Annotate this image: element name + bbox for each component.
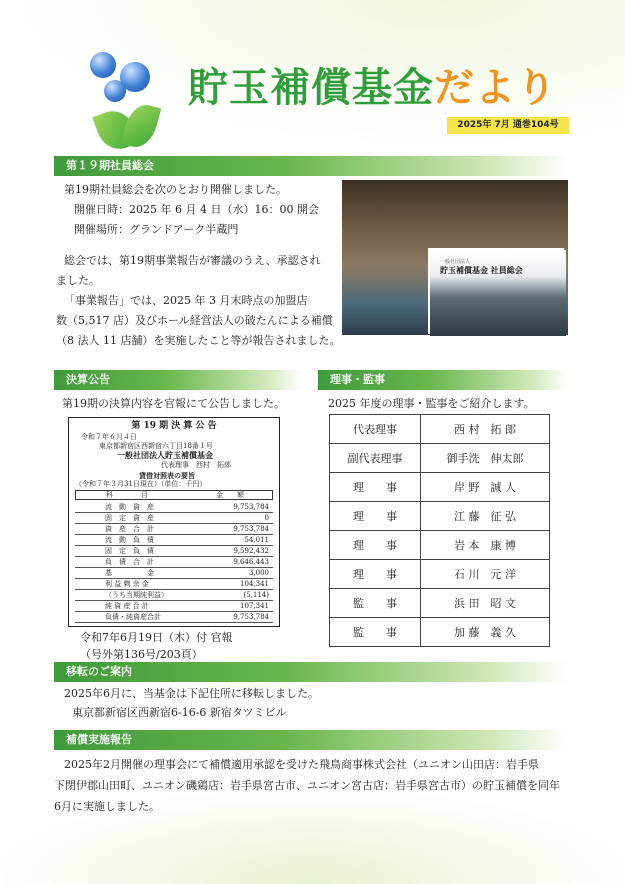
officer-name: 江 藤 征 弘 <box>421 502 550 531</box>
officer-title: 理 事 <box>330 502 421 531</box>
section-heading-relocation: 移転のご案内 <box>54 662 568 682</box>
officer-row <box>330 415 550 444</box>
officer-title: 副代表理事 <box>330 444 421 473</box>
gazette-row-amount: 9,753,784 <box>233 525 269 533</box>
officer-row <box>330 473 550 502</box>
meeting-line: 数（5,517 店）及びホール経営法人の破たんによる補償 <box>56 314 333 327</box>
gazette-row-amount: 9,646,443 <box>233 558 269 566</box>
gazette-row-item: 利 益 剰 余 金 <box>105 580 149 588</box>
gazette-caption: （号外第136号/203頁） <box>80 648 203 661</box>
officer-row <box>330 444 550 473</box>
officer-name: 石 川 元 洋 <box>421 560 550 589</box>
officer-title: 理 事 <box>330 473 421 502</box>
gazette-row <box>75 524 273 535</box>
gazette-row-amount: 54,011 <box>244 536 269 544</box>
newsletter-title: 貯玉補償基金だより <box>188 65 557 111</box>
gazette-row-item: 流 動 負 債 <box>105 536 154 544</box>
gazette-row-item: 負 債 合 計 <box>105 558 154 566</box>
gazette-row <box>75 535 273 546</box>
gazette-row <box>75 612 273 623</box>
meeting-line: 開催場所：グランドアーク半蔵門 <box>74 223 239 236</box>
officer-name: 浜 田 昭 文 <box>421 589 550 618</box>
section-heading-compensation: 補償実施報告 <box>54 730 568 750</box>
officer-title: 理 事 <box>330 560 421 589</box>
officer-title: 代表理事 <box>330 415 421 444</box>
gazette-col-item: 科 目 <box>106 491 148 499</box>
officer-row <box>330 560 550 589</box>
officer-title: 監 事 <box>330 618 421 647</box>
gazette-row-item: 負債・純資産合計 <box>105 613 161 621</box>
gazette-rep: 代表理事 西村 拓郎 <box>161 461 231 469</box>
officer-row <box>330 502 550 531</box>
compensation-line: 下閉伊郡山田町、ユニオン磯鶏店：岩手県宮古市、ユニオン宮古店：岩手県宮古市）の貯玉補償を同年 <box>54 779 560 792</box>
gazette-row-amount: 9,592,432 <box>233 547 269 555</box>
gazette-row <box>75 513 273 524</box>
officer-name: 加 藤 義 久 <box>421 618 550 647</box>
gazette-col-amount: 金 額 <box>216 491 244 499</box>
gazette-address: 東京都新宿区西新宿六丁目18番１号 <box>99 442 213 450</box>
gazette-notice <box>68 417 280 627</box>
meeting-line: 総会では、第19期事業報告が審議のうえ、承認され <box>64 254 321 267</box>
gazette-row-item: 流 動 資 産 <box>105 503 154 511</box>
gazette-row <box>75 601 273 612</box>
gazette-row <box>75 568 273 579</box>
meeting-line: 開催日時：2025 年 6 月 4 日（水）16：00 開会 <box>74 203 319 216</box>
gazette-row-item: 基 金 <box>105 569 154 577</box>
gazette-row-amount: 0 <box>264 514 269 522</box>
officer-row <box>330 618 550 647</box>
gazette-date: 令和７年６月４日 <box>81 433 137 441</box>
gazette-row-amount: 9,753,784 <box>233 613 269 621</box>
gazette-row-item: （うち当期純利益） <box>105 591 168 599</box>
compensation-line: 6月に実施しました。 <box>54 800 160 813</box>
gazette-row-item: 純 資 産 合 計 <box>105 602 149 610</box>
officer-title: 監 事 <box>330 589 421 618</box>
gazette-row-amount: 9,753,784 <box>233 503 269 511</box>
gazette-row <box>75 590 273 601</box>
gazette-org: 一般社団法人貯玉補償基金 <box>117 450 213 460</box>
gazette-row-amount: (5,114) <box>243 591 269 599</box>
relocation-address: 東京都新宿区西新宿6-16-6 新宿タツミビル <box>72 706 287 719</box>
issue-badge: 2025年 7月 通巻104号 <box>447 117 569 134</box>
meeting-line: （8 法人 11 店舗）を実施したこと等が報告されました。 <box>56 334 341 347</box>
relocation-line: 2025年6月に、当基金は下記住所に移転しました。 <box>64 687 319 700</box>
officer-name: 西 村 拓 郎 <box>421 415 550 444</box>
gazette-table <box>75 502 273 623</box>
fund-logo <box>82 40 172 150</box>
section-heading-officers: 理事・監事 <box>318 370 568 390</box>
meeting-photo-speaker <box>430 250 566 336</box>
gazette-row <box>75 557 273 568</box>
section-heading-settlement: 決算公告 <box>54 370 302 390</box>
gazette-row-amount: 104,341 <box>240 580 269 588</box>
gazette-row <box>75 579 273 590</box>
officer-name: 岸 野 誠 人 <box>421 473 550 502</box>
gazette-row-amount: 3,000 <box>248 569 269 577</box>
gazette-title: 第 19 期 決 算 公 告 <box>131 421 217 431</box>
section-heading-meeting: 第１９期社員総会 <box>54 156 568 176</box>
gazette-row-item: 固 定 資 産 <box>105 514 154 522</box>
officer-name: 御手洗 伸太郎 <box>421 444 550 473</box>
gazette-row-item: 資 産 合 計 <box>105 525 154 533</box>
officer-row <box>330 589 550 618</box>
officers-intro: 2025 年度の理事・監事をご紹介します。 <box>328 397 535 410</box>
meeting-line: 「事業報告」では、2025 年 3 月末時点の加盟店 <box>64 294 308 307</box>
gazette-row-amount: 107,341 <box>240 602 269 610</box>
gazette-row <box>75 546 273 557</box>
officers-table <box>329 414 550 647</box>
gazette-row <box>75 502 273 513</box>
gazette-row-item: 固 定 負 債 <box>105 547 154 555</box>
officer-name: 岩 本 康 博 <box>421 531 550 560</box>
compensation-line: 2025年2月開催の理事会にて補償適用承認を受けた飛鳥商事株式会社（ユニオン山田店：岩手県 <box>64 758 539 771</box>
photo-banner: 一般社団法人 貯玉補償基金 社員総会 <box>440 259 523 275</box>
settlement-intro: 第19期の決算内容を官報にて公告しました。 <box>62 397 285 410</box>
gazette-caption: 令和7年6月19日（木）付 官報 <box>80 631 233 644</box>
meeting-line: ました。 <box>56 274 100 287</box>
gazette-as-of: （令和７年３月31日現在）（単位：千円） <box>75 480 207 488</box>
officer-title: 理 事 <box>330 531 421 560</box>
gazette-summary: 貸借対照表の要旨 <box>139 471 195 480</box>
officer-row <box>330 531 550 560</box>
meeting-line: 第19期社員総会を次のとおり開催しました。 <box>64 183 287 196</box>
